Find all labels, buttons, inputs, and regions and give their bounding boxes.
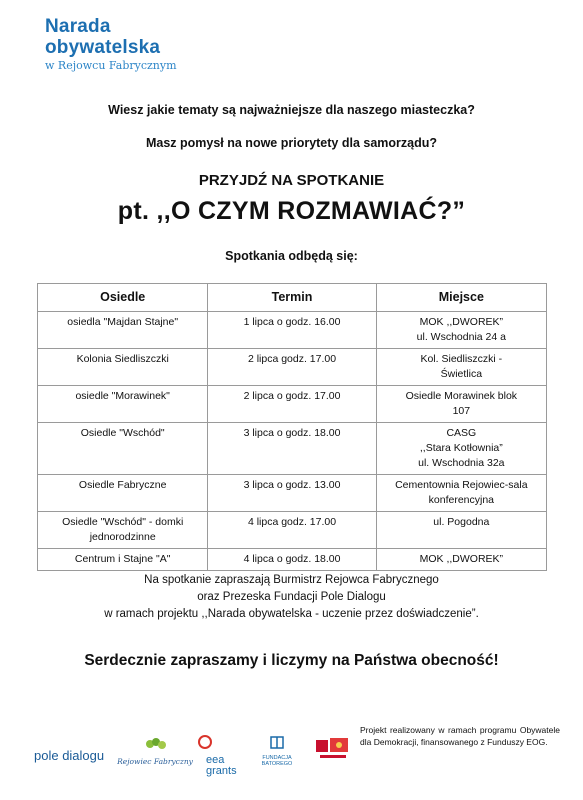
grants-text: grants xyxy=(206,765,237,777)
pole-dialogu-text: pole dialogu xyxy=(34,748,105,763)
batory-line-2: BATOREGO xyxy=(261,761,293,767)
column-header-termin: Termin xyxy=(208,284,376,312)
cell-osiedle: osiedla "Majdan Stajne" xyxy=(38,312,208,349)
logo-line-3: w Rejowcu Fabrycznym xyxy=(45,59,177,72)
invite-heading: PRZYJDŹ NA SPOTKANIE xyxy=(198,172,385,189)
closing-message: Serdecznie zapraszamy i liczymy na Państwa obecność! xyxy=(84,652,499,669)
organizers-text xyxy=(0,572,583,623)
question-2: Masz pomysł na nowe priorytety dla samorządu? xyxy=(145,136,438,150)
eea-grants-logo xyxy=(198,734,237,777)
cell-miejsce: CASG ,,Stara Kotłownia” ul. Wschodnia 32a xyxy=(376,423,546,475)
cell-termin: 4 lipca godz. 17.00 xyxy=(208,512,376,549)
eea-text: eea xyxy=(206,754,225,766)
table-row xyxy=(38,512,547,549)
column-header-miejsce: Miejsce xyxy=(376,284,546,312)
logo-line-2: obywatelska xyxy=(45,37,161,58)
cell-osiedle: Osiedle Fabryczne xyxy=(38,475,208,512)
question-1: Wiesz jakie tematy są najważniejsze dla naszego miasteczka? xyxy=(108,103,475,117)
schedule-table xyxy=(37,283,547,571)
cell-osiedle: osiedle "Morawinek" xyxy=(38,386,208,423)
pole-dialogu-logo xyxy=(34,748,104,763)
organizers-line-1: Na spotkanie zapraszają Burmistrz Rejowca Fabrycznego xyxy=(144,574,439,586)
cell-miejsce: MOK ,,DWOREK” ul. Wschodnia 24 a xyxy=(376,312,546,349)
cell-termin: 2 lipca godz. 17.00 xyxy=(208,349,376,386)
logo-line-1: Narada xyxy=(45,16,111,37)
column-header-osiedle: Osiedle xyxy=(38,284,208,312)
obywatele-logo xyxy=(314,736,352,771)
rejowiec-logo xyxy=(116,736,194,766)
cell-osiedle: Kolonia Siedliszczki xyxy=(38,349,208,386)
batory-line-1: FUNDACJA xyxy=(262,755,292,761)
table-row xyxy=(38,312,547,349)
eea-grants-icon xyxy=(198,734,212,750)
batory-logo xyxy=(258,734,296,767)
cell-osiedle: Osiedle "Wschód" - domki jednorodzinne xyxy=(38,512,208,549)
meetings-heading: Spotkania odbędą się: xyxy=(225,249,358,263)
organizers-line-2: oraz Prezeska Fundacji Pole Dialogu xyxy=(197,591,386,603)
cell-osiedle: Osiedle "Wschód" xyxy=(38,423,208,475)
obywatele-icon xyxy=(314,736,352,766)
batory-icon xyxy=(269,734,285,750)
cell-miejsce: Cementownia Rejowiec-sala konferencyjna xyxy=(376,475,546,512)
narada-logo xyxy=(45,16,177,73)
table-row xyxy=(38,475,547,512)
table-row xyxy=(38,423,547,475)
page-title: pt. ,,O CZYM ROZMAWIAĆ?” xyxy=(117,197,466,225)
flower-icon xyxy=(140,736,170,752)
rejowiec-text: Rejowiec Fabryczny xyxy=(117,757,193,766)
table-row xyxy=(38,549,547,571)
cell-miejsce: MOK ,,DWOREK” xyxy=(376,549,546,571)
table-header-row xyxy=(38,284,547,312)
cell-termin: 1 lipca o godz. 16.00 xyxy=(208,312,376,349)
table-row xyxy=(38,386,547,423)
cell-miejsce: ul. Pogodna xyxy=(376,512,546,549)
organizers-line-3: w ramach projektu ,,Narada obywatelska - uczenie przez doświadczenie”. xyxy=(104,608,479,620)
cell-termin: 4 lipca o godz. 18.00 xyxy=(208,549,376,571)
cell-termin: 2 lipca o godz. 17.00 xyxy=(208,386,376,423)
table-row xyxy=(38,349,547,386)
cell-osiedle: Centrum i Stajne "A" xyxy=(38,549,208,571)
cell-miejsce: Osiedle Morawinek blok 107 xyxy=(376,386,546,423)
cell-miejsce: Kol. Siedliszczki - Świetlica xyxy=(376,349,546,386)
project-note: Projekt realizowany w ramach programu Obywatele dla Demokracji, finansowanego z Funduszy EOG. xyxy=(360,725,560,747)
cell-termin: 3 lipca o godz. 18.00 xyxy=(208,423,376,475)
cell-termin: 3 lipca o godz. 13.00 xyxy=(208,475,376,512)
